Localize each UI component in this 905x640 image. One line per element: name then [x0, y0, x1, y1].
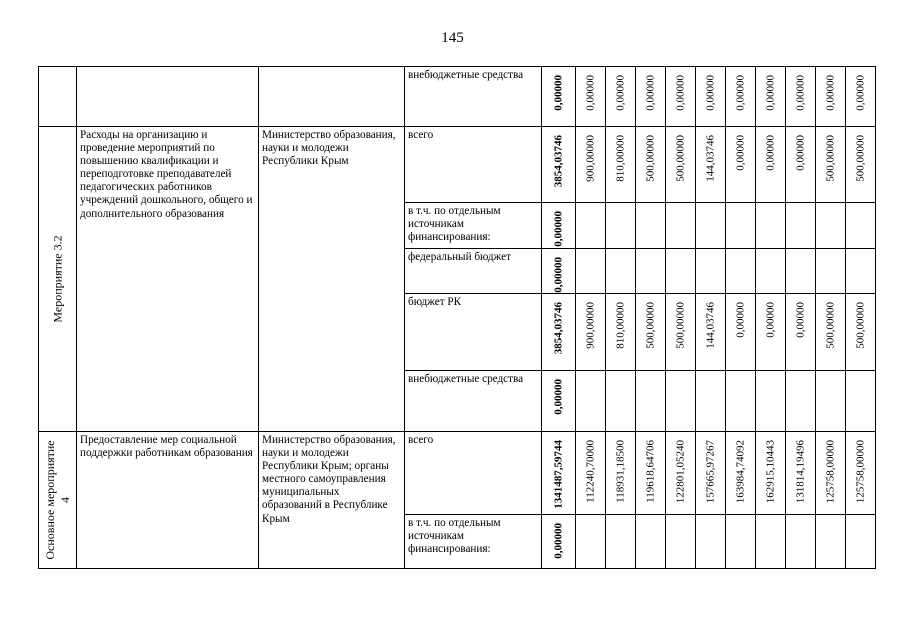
value-cell: 119618,64706 — [644, 440, 657, 503]
measure-cell — [39, 67, 77, 127]
value-cell — [846, 515, 876, 569]
value-cell: 118931,18500 — [614, 440, 627, 503]
source-cell: всего — [405, 432, 542, 515]
value-cell — [636, 371, 666, 432]
value-cell — [786, 203, 816, 249]
value-cell — [636, 249, 666, 294]
table-row — [39, 127, 876, 203]
measure-cell — [39, 432, 77, 569]
value-cell — [726, 203, 756, 249]
value-cell: 500,00000 — [674, 135, 687, 182]
value-cell: 500,00000 — [854, 135, 867, 182]
source-cell: бюджет РК — [405, 294, 542, 371]
source-cell: внебюджетные средства — [405, 67, 542, 127]
value-cell — [696, 203, 726, 249]
description-cell: Расходы на организацию и проведение мероприятий по повышению квалификации и переподготовке преподавателей педагогических работников учреждений дошкольного, общего и дополнительного образования — [77, 127, 259, 432]
value-cell: 0,00000 — [764, 75, 777, 111]
value-cell: 0,00000 — [734, 75, 747, 111]
value-cell — [606, 203, 636, 249]
value-cell: 0,00000 — [764, 302, 777, 338]
value-cell — [786, 515, 816, 569]
table-row — [39, 432, 876, 515]
value-cell: 0,00000 — [704, 75, 717, 111]
value-cell — [816, 371, 846, 432]
value-cell — [606, 515, 636, 569]
value-cell: 0,00000 — [584, 75, 597, 111]
source-cell: в т.ч. по отдельным источникам финансирования: — [405, 203, 542, 249]
value-cell — [696, 515, 726, 569]
value-cell: 125758,00000 — [854, 440, 867, 504]
value-cell — [666, 249, 696, 294]
value-cell: 900,00000 — [584, 135, 597, 182]
value-cell — [726, 515, 756, 569]
value-cell — [846, 249, 876, 294]
value-cell — [606, 371, 636, 432]
value-cell: 900,00000 — [584, 302, 597, 349]
value-cell — [726, 371, 756, 432]
value-cell — [606, 249, 636, 294]
value-cell: 163984,74092 — [734, 440, 747, 504]
value-cell: 1341487,59744 — [552, 440, 565, 509]
value-cell: 0,00000 — [552, 257, 565, 293]
budget-table — [38, 66, 876, 569]
value-cell: 3854,03746 — [552, 135, 565, 188]
value-cell: 144,03746 — [704, 135, 717, 182]
value-cell — [816, 203, 846, 249]
value-cell — [756, 515, 786, 569]
value-cell: 0,00000 — [552, 75, 565, 111]
value-cell — [576, 515, 606, 569]
value-cell: 500,00000 — [674, 302, 687, 349]
value-cell: 0,00000 — [764, 135, 777, 171]
source-cell: в т.ч. по отдельным источникам финансирования: — [405, 515, 542, 569]
value-cell — [846, 371, 876, 432]
value-cell — [786, 371, 816, 432]
value-cell: 3854,03746 — [552, 302, 565, 355]
value-cell: 500,00000 — [824, 302, 837, 349]
value-cell — [756, 371, 786, 432]
value-cell — [666, 371, 696, 432]
value-cell — [846, 203, 876, 249]
description-cell — [77, 67, 259, 127]
source-cell: всего — [405, 127, 542, 203]
executor-cell: Министерство образования, науки и молодежи Республики Крым; органы местного самоуправления муниципальных образований в Республике Крым — [259, 432, 405, 569]
value-cell: 157665,97267 — [704, 440, 717, 504]
value-cell: 131814,19496 — [794, 440, 807, 504]
table-row — [39, 67, 876, 127]
value-cell — [816, 515, 846, 569]
value-cell: 144,03746 — [704, 302, 717, 349]
value-cell — [756, 249, 786, 294]
measure-cell — [39, 127, 77, 432]
value-cell: 0,00000 — [794, 75, 807, 111]
value-cell — [576, 203, 606, 249]
value-cell — [696, 249, 726, 294]
value-cell: 162915,10443 — [764, 440, 777, 504]
value-cell: 0,00000 — [552, 211, 565, 247]
measure-label: Основное мероприятие 4 — [42, 440, 72, 560]
value-cell — [726, 249, 756, 294]
value-cell — [786, 249, 816, 294]
value-cell — [666, 515, 696, 569]
value-cell — [666, 203, 696, 249]
value-cell: 0,00000 — [794, 302, 807, 338]
value-cell: 500,00000 — [644, 135, 657, 182]
value-cell: 810,00000 — [614, 135, 627, 182]
description-cell: Предоставление мер социальной поддержки работникам образования — [77, 432, 259, 569]
value-cell: 500,00000 — [644, 302, 657, 349]
value-cell: 0,00000 — [824, 75, 837, 111]
value-cell — [756, 203, 786, 249]
measure-label: Мероприятие 3.2 — [50, 235, 64, 323]
value-cell — [696, 371, 726, 432]
value-cell — [576, 249, 606, 294]
value-cell: 0,00000 — [854, 75, 867, 111]
source-cell: федеральный бюджет — [405, 249, 542, 294]
source-cell: внебюджетные средства — [405, 371, 542, 432]
value-cell: 0,00000 — [734, 302, 747, 338]
value-cell: 0,00000 — [674, 75, 687, 111]
value-cell: 122801,05240 — [674, 440, 687, 504]
value-cell: 0,00000 — [552, 379, 565, 415]
value-cell — [576, 371, 606, 432]
value-cell: 500,00000 — [854, 302, 867, 349]
value-cell: 500,00000 — [824, 135, 837, 182]
value-cell: 0,00000 — [734, 135, 747, 171]
page-number: 145 — [441, 30, 464, 46]
executor-cell: Министерство образования, науки и молодежи Республики Крым — [259, 127, 405, 432]
value-cell: 0,00000 — [614, 75, 627, 111]
value-cell: 0,00000 — [794, 135, 807, 171]
value-cell: 810,00000 — [614, 302, 627, 349]
value-cell: 125758,00000 — [824, 440, 837, 504]
value-cell — [636, 515, 666, 569]
value-cell: 112240,70000 — [584, 440, 597, 503]
value-cell — [816, 249, 846, 294]
executor-cell — [259, 67, 405, 127]
value-cell — [636, 203, 666, 249]
value-cell: 0,00000 — [644, 75, 657, 111]
value-cell: 0,00000 — [552, 523, 565, 559]
